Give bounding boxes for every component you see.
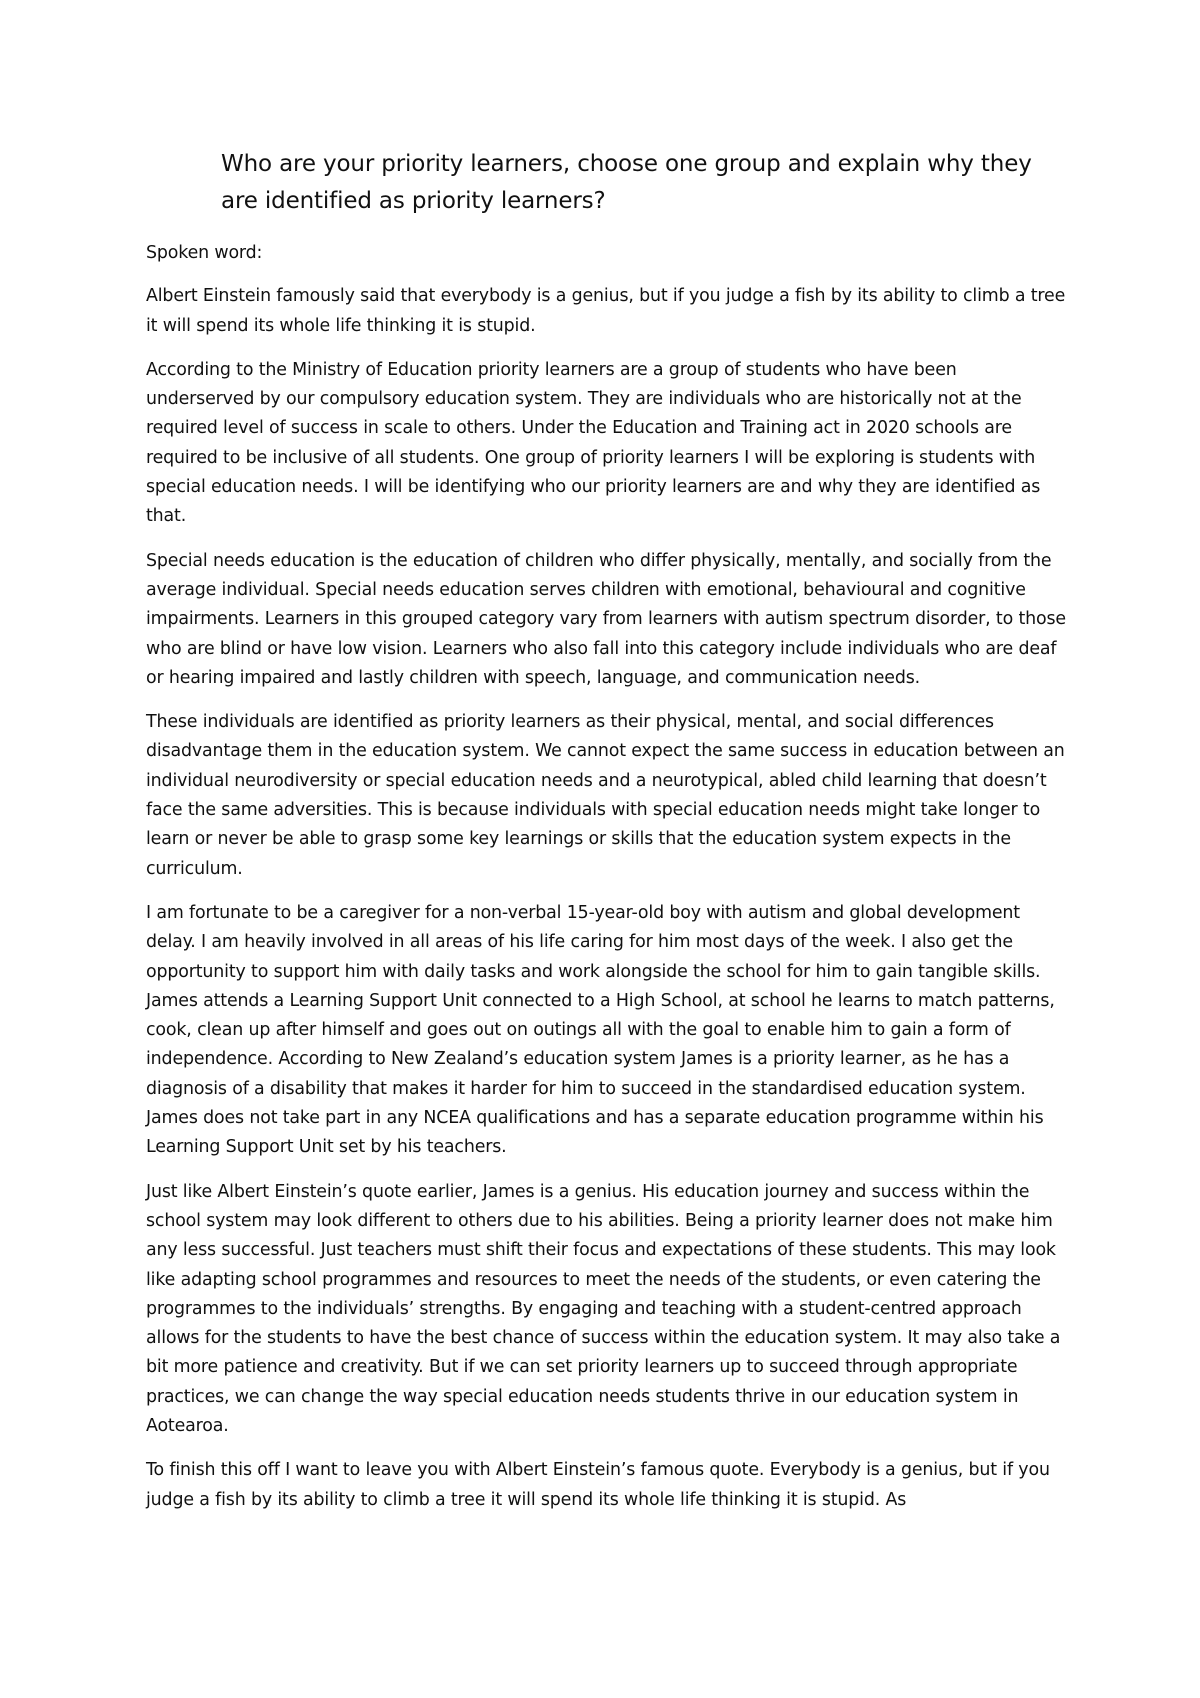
- paragraph-genius-reflection: Just like Albert Einstein’s quote earlier, James is a genius. His education journey and success within the school system may look different to others due to his abilities. Being a priority learner does not make him any less successful. Just teachers must shift their focus and expectations of these students. This may look like adapting school programmes and resources to meet the needs of the students, or even catering the programmes to the individuals’ strengths. By engaging and teaching with a student-centred approach allows for the students to have the best chance of success within the education system. It may also take a bit more patience and creativity. But if we can set priority learners up to succeed through appropriate practices, we can change the way special education needs students thrive in our education system in Aotearoa.: [146, 1181, 1061, 1436]
- paragraph-intro-quote: Albert Einstein famously said that everybody is a genius, but if you judge a fish by its ability to climb a tree it will spend its whole life thinking it is stupid.: [146, 286, 1066, 336]
- document-title: Who are your priority learners, choose one group and explain why they are identified as priority learners?: [221, 151, 1032, 214]
- section-label: Spoken word:: [146, 243, 263, 263]
- paragraph-why-priority-learners: These individuals are identified as priority learners as their physical, mental, and social differences disadvantage them in the education system. We cannot expect the same success in education between an individual neurodiversity or special education needs and a neurotypical, abled child learning that doesn’t face the same adversities. This is because individuals with special education needs might take longer to learn or never be able to grasp some key learnings or skills that the education system expects in the curriculum.: [146, 712, 1065, 879]
- document-body: [146, 239, 1066, 1530]
- paragraph-special-needs-education: Special needs education is the education of children who differ physically, mentally, and socially from the average individual. Special needs education serves children with emotional, behavioural and cognitive impairments. Learners in this grouped category vary from learners with autism spectrum disorder, to those who are blind or have low vision. Learners who also fall into this category include individuals who are deaf or hearing impaired and lastly children with speech, language, and communication needs.: [146, 550, 1066, 688]
- paragraph-priority-learners-definition: According to the Ministry of Education priority learners are a group of students who have been underserved by our compulsory education system. They are individuals who are historically not at the required level of success in scale to others. Under the Education and Training act in 2020 schools are required to be inclusive of all students. One group of priority learners I will be exploring is students with special education needs. I will be identifying who our priority learners are and why they are identified as that.: [146, 359, 1041, 527]
- paragraph-closing-quote: To finish this off I want to leave you with Albert Einstein’s famous quote. Everybody is a genius, but if you judge a fish by its ability to climb a tree it will spend its whole life thinking it is stupid. As: [146, 1460, 1050, 1510]
- paragraph-caregiver-example: I am fortunate to be a caregiver for a non-verbal 15-year-old boy with autism and global development delay. I am heavily involved in all areas of his life caring for him most days of the week. I also get the opportunity to support him with daily tasks and work alongside the school for him to gain tangible skills. James attends a Learning Support Unit connected to a High School, at school he learns to match patterns, cook, clean up after himself and goes out on outings all with the goal to enable him to gain a form of independence. According to New Zealand’s education system James is a priority learner, as he has a diagnosis of a disability that makes it harder for him to succeed in the standardised education system. James does not take part in any NCEA qualifications and has a separate education programme within his Learning Support Unit set by his teachers.: [146, 902, 1055, 1158]
